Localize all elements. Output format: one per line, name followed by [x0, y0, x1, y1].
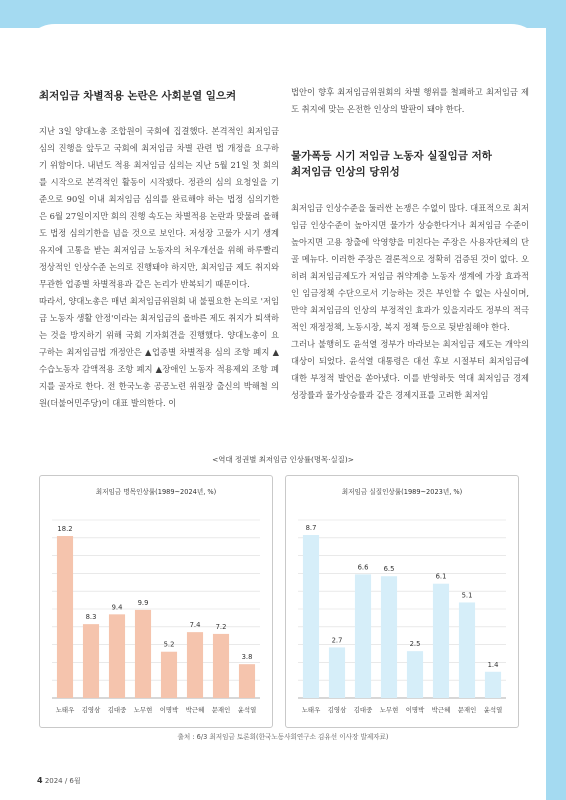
content-area: [21, 24, 545, 800]
chart-title: 최저임금 명목인상률(1989~2024년, %): [95, 488, 217, 496]
chart-panel-real: [285, 475, 519, 728]
category-label: 박근혜: [185, 706, 205, 714]
right-sidebar-band: [546, 0, 566, 800]
data-label: 7.4: [189, 621, 201, 630]
category-label: 김영삼: [81, 706, 101, 714]
category-label: 문재인: [457, 706, 477, 714]
page-number: 4: [37, 776, 43, 785]
chart-title: 최저임금 실질인상률(1989~2023년, %): [341, 488, 463, 496]
issue-date: 2024 / 6월: [44, 777, 81, 785]
bar: [485, 672, 501, 698]
category-label: 윤석열: [237, 706, 257, 714]
paragraph: 따라서, 양대노총은 매년 최저임금위원회 내 불필요한 논의로 '저임금 노동자 생활 안정'이라는 최저임금의 올바른 제도 취지가 퇴색하는 것을 방지하기 위해 국회 기자회견을 진행했다. 양대노총이 요구하는 최저임금법 개정안은 ▲업종별 차별적용 심의 조항 폐지 ▲수습노동자 감액적용 조항 폐지 ▲장애인 노동자 적용제외 조항 폐지를 골자로 한다. 전 한국노총 공공노련 위원장 출신의 박해철 의원(더불어민주당)이 대표 발의한다. 이: [39, 296, 279, 408]
data-label: 2.7: [331, 636, 343, 645]
category-label: 노태우: [301, 706, 321, 714]
section-heading-line: 물가폭등 시기 저임금 노동자 실질임금 저하: [291, 150, 492, 162]
category-label: 노무현: [133, 706, 153, 714]
section-heading-real-wage: [291, 148, 529, 180]
section-heading-discrimination: 최저임금 차별적용 논란은 사회분열 일으켜: [39, 90, 237, 102]
paragraph: 지난 3일 양대노총 조합원이 국회에 집결했다. 본격적인 최저임금 심의 진행을 앞두고 국회에 최저임금 차별 관련 법 개정을 요구하기 위함이다. 내년도 적용 최저임금 심의는 지난 5월 21일 첫 회의를 시작으로 본격적인 활동이 시작됐다. 정관의 심의 요청일을 기준으로 90일 이내 최저임금 심의를 완료해야 하는 법정 심의기한은 6월 27일이지만 회의 진행 속도는 차별적용 논란과 맞물려 올해도 법정 심의기한을 넘을 것으로 보인다. 저성장 고물가 시기 생계유지에 고통을 받는 최저임금 노동자의 처우개선을 위해 하루빨리 정상적인 인상수준 논의로 진행돼야 하지만, 최저임금 제도 취지와 무관한 업종별 차별적용과 같은 논리가 반복되기 때문이다.: [39, 126, 279, 289]
category-label: 김대중: [353, 706, 373, 714]
bar: [303, 535, 319, 698]
data-label: 3.8: [241, 653, 253, 662]
chart-panel-nominal: [39, 475, 273, 728]
paragraph: 그러나 불행히도 윤석열 정부가 바라보는 최저임금 제도는 개악의 대상이 되었다. 윤석열 대통령은 대선 후보 시절부터 최저임금에 대한 부정적 발언을 쏟아냈다. 이를 반영하듯 역대 최저임금 경제성장률과 물가상승률과 같은 경제지표를 고려한 최저임: [291, 339, 529, 400]
category-label: 노무현: [379, 706, 399, 714]
bar: [459, 602, 475, 698]
section-heading-line: 최저임금 인상의 당위성: [291, 166, 400, 178]
category-label: 윤석열: [483, 706, 503, 714]
bar: [329, 647, 345, 698]
category-label: 박근혜: [431, 706, 451, 714]
category-label: 이명박: [159, 706, 179, 714]
data-label: 7.2: [215, 622, 227, 631]
bar: [407, 651, 423, 698]
data-label: 6.5: [383, 565, 395, 574]
data-label: 5.2: [163, 640, 175, 649]
bar: [161, 652, 177, 698]
bar: [381, 576, 397, 698]
left-column: [39, 24, 279, 412]
chart-caption: <역대 정권별 최저임금 인상률(명목·실질)>: [212, 455, 354, 464]
data-label: 1.4: [487, 660, 499, 669]
bar: [109, 614, 125, 698]
data-label: 5.1: [461, 591, 473, 600]
category-label: 이명박: [405, 706, 425, 714]
category-label: 김영삼: [327, 706, 347, 714]
paragraph: 최저임금 인상수준을 둘러싼 논쟁은 수없이 많다. 대표적으로 최저임금 인상수준이 높아지면 물가가 상승한다거나 최저임금 수준이 높아지면 고용 창출에 악영향을 미친다는 주장은 사용자단체의 단골 메뉴다. 이러한 주장은 결론적으로 정확히 검증된 것이 없다. 오히려 최저임금제도가 저임금 취약계층 노동자 생계에 가장 효과적인 임금정책 수단으로서 기능하는 것은 부인할 수 없는 사실이며, 만약 최저임금의 인상의 부정적인 효과가 있을지라도 정부의 적극적인 재정정책, 노동시장, 복지 정책 등으로 뒷받침해야 한다.: [291, 203, 529, 332]
data-label: 9.9: [137, 598, 149, 607]
right-column: [291, 24, 529, 404]
bar: [355, 574, 371, 698]
paragraph-intro: 법안이 향후 최저임금위원회의 차별 행위를 철폐하고 최저임금 제도 취지에 맞는 온전한 인상의 발판이 돼야 한다.: [291, 87, 529, 114]
bar: [83, 624, 99, 698]
chart-real: [286, 476, 518, 727]
bar: [213, 634, 229, 698]
bar: [433, 584, 449, 698]
data-label: 18.2: [57, 525, 73, 534]
data-label: 8.3: [85, 613, 97, 622]
bar: [57, 536, 73, 698]
data-label: 2.5: [409, 640, 421, 649]
source-note: 출처 : 6/3 최저임금 토론회(한국노동사회연구소 김유선 이사장 발제자료): [177, 733, 389, 741]
category-label: 문재인: [211, 706, 231, 714]
chart-nominal: [40, 476, 272, 727]
bar: [135, 610, 151, 698]
category-label: 김대중: [107, 706, 127, 714]
data-label: 9.4: [111, 603, 123, 612]
data-label: 6.1: [435, 572, 447, 581]
category-label: 노태우: [55, 706, 75, 714]
page-footer: [37, 776, 81, 786]
bar: [239, 664, 255, 698]
bar: [187, 632, 203, 698]
data-label: 6.6: [357, 563, 369, 572]
data-label: 8.7: [305, 523, 317, 532]
